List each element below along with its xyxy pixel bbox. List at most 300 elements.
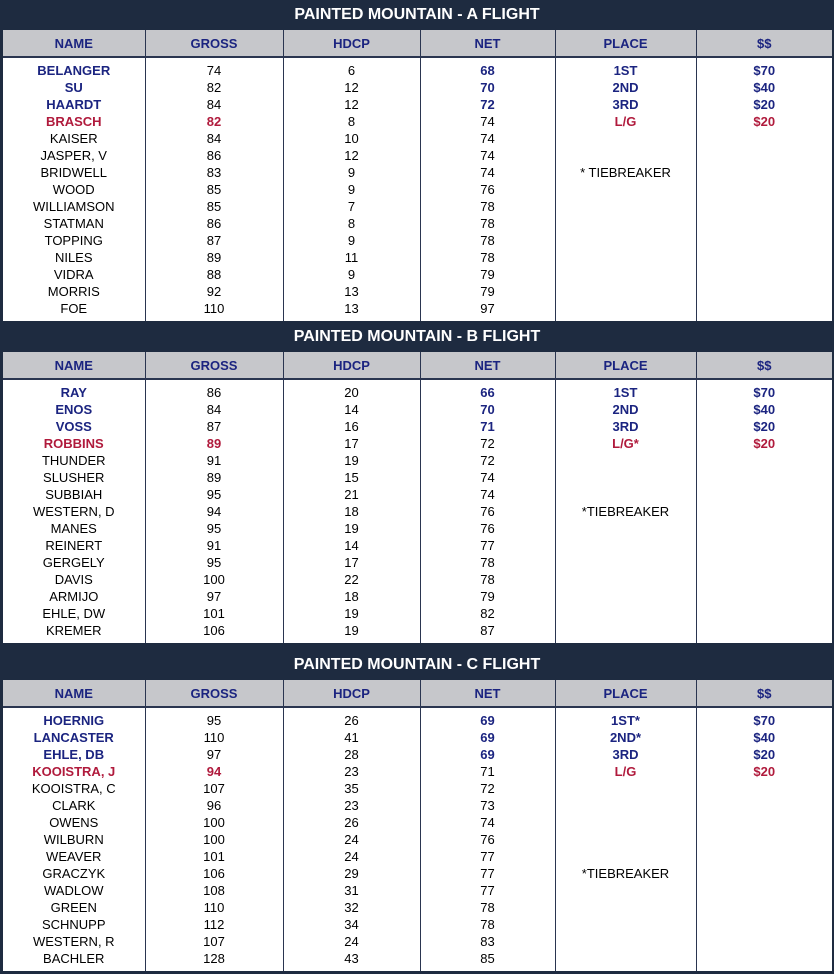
- gross-cell: 91: [145, 537, 283, 554]
- net-cell: 82: [420, 605, 555, 622]
- money-cell: $20: [753, 764, 776, 779]
- table-row: [3, 164, 832, 181]
- hdcp-cell: 18: [283, 588, 420, 605]
- table-row: [3, 831, 832, 848]
- money-cell: [696, 814, 832, 831]
- gross-cell: 92: [145, 283, 283, 300]
- money-cell: $40: [753, 402, 776, 417]
- hdcp-cell: 24: [283, 848, 420, 865]
- hdcp-cell: 26: [283, 814, 420, 831]
- name-cell: GERGELY: [3, 554, 145, 571]
- name-cell: RAY: [3, 384, 145, 401]
- table-row: [3, 848, 832, 865]
- net-cell: 71: [420, 763, 555, 780]
- hdcp-cell: 20: [283, 384, 420, 401]
- results-table: [3, 30, 832, 321]
- table-row: [3, 469, 832, 486]
- hdcp-cell: 16: [283, 418, 420, 435]
- place-cell: 3RD: [555, 746, 696, 763]
- money-cell: [696, 503, 832, 520]
- money-column-header: $$: [696, 352, 832, 379]
- table-row: [3, 899, 832, 916]
- net-cell: 66: [420, 384, 555, 401]
- place-cell: [555, 814, 696, 831]
- spacer-cell: [696, 317, 832, 321]
- net-cell: 78: [420, 198, 555, 215]
- flight-title: PAINTED MOUNTAIN - C FLIGHT: [0, 650, 834, 680]
- money-column-header: $$: [696, 680, 832, 707]
- name-cell: BACHLER: [3, 950, 145, 967]
- tiebreaker-note: *TIEBREAKER: [555, 503, 696, 520]
- money-cell: [696, 950, 832, 967]
- gross-cell: 83: [145, 164, 283, 181]
- gross-cell: 84: [145, 401, 283, 418]
- gross-cell: 110: [145, 729, 283, 746]
- place-cell: [555, 452, 696, 469]
- net-cell: 74: [420, 130, 555, 147]
- money-cell: [696, 300, 832, 317]
- spacer-cell: [283, 639, 420, 643]
- hdcp-cell: 12: [283, 96, 420, 113]
- table-row: [3, 62, 832, 79]
- money-cell: $40: [753, 730, 776, 745]
- table-row: [3, 950, 832, 967]
- name-cell: OWENS: [3, 814, 145, 831]
- net-cell: 69: [420, 746, 555, 763]
- hdcp-cell: 18: [283, 503, 420, 520]
- money-cell: $20: [753, 436, 776, 451]
- place-cell: [555, 232, 696, 249]
- place-cell: [555, 198, 696, 215]
- hdcp-cell: 19: [283, 452, 420, 469]
- hdcp-cell: 23: [283, 763, 420, 780]
- place-cell: [555, 181, 696, 198]
- name-cell: EHLE, DB: [3, 746, 145, 763]
- place-column-header: PLACE: [555, 680, 696, 707]
- table-row: [3, 401, 832, 418]
- gross-cell: 95: [145, 712, 283, 729]
- money-cell: [696, 164, 832, 181]
- name-cell: REINERT: [3, 537, 145, 554]
- money-cell: [696, 232, 832, 249]
- gross-cell: 110: [145, 300, 283, 317]
- place-cell: 1ST: [555, 384, 696, 401]
- place-cell: 3RD: [555, 418, 696, 435]
- gross-cell: 94: [145, 763, 283, 780]
- hdcp-cell: 12: [283, 147, 420, 164]
- place-cell: [555, 933, 696, 950]
- spacer-cell: [555, 967, 696, 971]
- gross-cell: 97: [145, 746, 283, 763]
- name-cell: BELANGER: [3, 62, 145, 79]
- table-row: [3, 622, 832, 639]
- flight-section: [0, 650, 834, 971]
- table-row: [3, 266, 832, 283]
- money-cell: [696, 554, 832, 571]
- hdcp-cell: 17: [283, 435, 420, 452]
- money-cell: $70: [753, 63, 776, 78]
- net-cell: 78: [420, 554, 555, 571]
- net-cell: 70: [420, 401, 555, 418]
- gross-cell: 89: [145, 469, 283, 486]
- place-cell: [555, 215, 696, 232]
- spacer-cell: [145, 639, 283, 643]
- name-cell: WESTERN, R: [3, 933, 145, 950]
- hdcp-cell: 9: [283, 164, 420, 181]
- name-cell: HOERNIG: [3, 712, 145, 729]
- place-cell: [555, 916, 696, 933]
- money-cell: [696, 266, 832, 283]
- table-row: [3, 520, 832, 537]
- tiebreaker-note: * TIEBREAKER: [555, 164, 696, 181]
- spacer-cell: [696, 639, 832, 643]
- name-cell: FOE: [3, 300, 145, 317]
- money-cell: [696, 933, 832, 950]
- name-cell: BRASCH: [3, 113, 145, 130]
- spacer-row: [3, 317, 832, 321]
- name-cell: WOOD: [3, 181, 145, 198]
- hdcp-cell: 14: [283, 537, 420, 554]
- place-column-header: PLACE: [555, 352, 696, 379]
- hdcp-cell: 12: [283, 79, 420, 96]
- spacer-cell: [696, 967, 832, 971]
- place-cell: [555, 797, 696, 814]
- gross-cell: 112: [145, 916, 283, 933]
- table-row: [3, 283, 832, 300]
- hdcp-cell: 43: [283, 950, 420, 967]
- name-cell: HAARDT: [3, 96, 145, 113]
- money-column-header: $$: [696, 30, 832, 57]
- net-cell: 74: [420, 147, 555, 164]
- net-cell: 71: [420, 418, 555, 435]
- net-cell: 78: [420, 916, 555, 933]
- flight-title: PAINTED MOUNTAIN - A FLIGHT: [0, 0, 834, 30]
- gross-cell: 100: [145, 831, 283, 848]
- header-row: [3, 680, 832, 707]
- place-cell: [555, 899, 696, 916]
- gross-cell: 106: [145, 865, 283, 882]
- hdcp-cell: 22: [283, 571, 420, 588]
- table-row: [3, 198, 832, 215]
- table-row: [3, 181, 832, 198]
- money-cell: [696, 571, 832, 588]
- gross-cell: 84: [145, 96, 283, 113]
- money-cell: [696, 486, 832, 503]
- spacer-row: [3, 639, 832, 643]
- money-cell: $20: [753, 419, 776, 434]
- place-cell: [555, 249, 696, 266]
- gross-cell: 86: [145, 147, 283, 164]
- spacer-cell: [3, 317, 145, 321]
- hdcp-cell: 9: [283, 266, 420, 283]
- name-cell: SU: [3, 79, 145, 96]
- spacer-cell: [420, 639, 555, 643]
- net-cell: 77: [420, 865, 555, 882]
- name-cell: WILLIAMSON: [3, 198, 145, 215]
- gross-cell: 84: [145, 130, 283, 147]
- gross-cell: 95: [145, 554, 283, 571]
- name-column-header: NAME: [3, 680, 145, 707]
- name-cell: SCHNUPP: [3, 916, 145, 933]
- gross-cell: 108: [145, 882, 283, 899]
- table-row: [3, 147, 832, 164]
- name-cell: ROBBINS: [3, 435, 145, 452]
- table-row: [3, 746, 832, 763]
- net-cell: 77: [420, 537, 555, 554]
- money-cell: [696, 130, 832, 147]
- place-cell: L/G*: [555, 435, 696, 452]
- hdcp-cell: 10: [283, 130, 420, 147]
- name-cell: LANCASTER: [3, 729, 145, 746]
- name-cell: BRIDWELL: [3, 164, 145, 181]
- hdcp-cell: 29: [283, 865, 420, 882]
- net-cell: 74: [420, 164, 555, 181]
- table-row: [3, 865, 832, 882]
- place-cell: 1ST: [555, 62, 696, 79]
- table-row: [3, 554, 832, 571]
- money-cell: $40: [753, 80, 776, 95]
- net-cell: 78: [420, 571, 555, 588]
- header-row: [3, 30, 832, 57]
- net-column-header: NET: [420, 30, 555, 57]
- gross-cell: 94: [145, 503, 283, 520]
- name-cell: VOSS: [3, 418, 145, 435]
- name-cell: VIDRA: [3, 266, 145, 283]
- gross-cell: 95: [145, 486, 283, 503]
- place-cell: [555, 882, 696, 899]
- table-row: [3, 300, 832, 317]
- net-cell: 79: [420, 588, 555, 605]
- place-column-header: PLACE: [555, 30, 696, 57]
- name-column-header: NAME: [3, 352, 145, 379]
- hdcp-cell: 17: [283, 554, 420, 571]
- place-cell: [555, 520, 696, 537]
- gross-column-header: GROSS: [145, 352, 283, 379]
- net-cell: 73: [420, 797, 555, 814]
- gross-cell: 89: [145, 249, 283, 266]
- table-row: [3, 418, 832, 435]
- net-cell: 83: [420, 933, 555, 950]
- hdcp-cell: 9: [283, 232, 420, 249]
- gross-cell: 106: [145, 622, 283, 639]
- spacer-cell: [555, 639, 696, 643]
- net-cell: 72: [420, 452, 555, 469]
- money-cell: [696, 831, 832, 848]
- hdcp-cell: 9: [283, 181, 420, 198]
- hdcp-cell: 6: [283, 62, 420, 79]
- gross-cell: 96: [145, 797, 283, 814]
- gross-cell: 107: [145, 780, 283, 797]
- table-row: [3, 384, 832, 401]
- hdcp-cell: 24: [283, 831, 420, 848]
- gross-cell: 86: [145, 215, 283, 232]
- place-cell: [555, 147, 696, 164]
- money-cell: [696, 780, 832, 797]
- name-cell: NILES: [3, 249, 145, 266]
- gross-cell: 87: [145, 418, 283, 435]
- gross-cell: 107: [145, 933, 283, 950]
- money-cell: [696, 215, 832, 232]
- gross-cell: 110: [145, 899, 283, 916]
- table-row: [3, 452, 832, 469]
- gross-cell: 85: [145, 198, 283, 215]
- gross-cell: 86: [145, 384, 283, 401]
- net-cell: 78: [420, 232, 555, 249]
- name-cell: WADLOW: [3, 882, 145, 899]
- name-cell: KREMER: [3, 622, 145, 639]
- name-cell: KOOISTRA, C: [3, 780, 145, 797]
- tiebreaker-note: *TIEBREAKER: [555, 865, 696, 882]
- name-column-header: NAME: [3, 30, 145, 57]
- place-cell: [555, 622, 696, 639]
- money-cell: $70: [753, 385, 776, 400]
- name-cell: SLUSHER: [3, 469, 145, 486]
- net-cell: 69: [420, 712, 555, 729]
- money-cell: [696, 916, 832, 933]
- name-cell: GRACZYK: [3, 865, 145, 882]
- hdcp-cell: 23: [283, 797, 420, 814]
- hdcp-cell: 19: [283, 622, 420, 639]
- net-cell: 76: [420, 503, 555, 520]
- hdcp-cell: 15: [283, 469, 420, 486]
- gross-cell: 91: [145, 452, 283, 469]
- name-cell: KAISER: [3, 130, 145, 147]
- hdcp-cell: 32: [283, 899, 420, 916]
- name-cell: JASPER, V: [3, 147, 145, 164]
- name-cell: WEAVER: [3, 848, 145, 865]
- money-cell: [696, 198, 832, 215]
- place-cell: L/G: [555, 763, 696, 780]
- table-row: [3, 729, 832, 746]
- hdcp-cell: 34: [283, 916, 420, 933]
- gross-cell: 85: [145, 181, 283, 198]
- place-cell: [555, 831, 696, 848]
- gross-cell: 89: [145, 435, 283, 452]
- table-row: [3, 882, 832, 899]
- spacer-cell: [3, 639, 145, 643]
- spacer-cell: [420, 967, 555, 971]
- place-cell: [555, 469, 696, 486]
- money-cell: [696, 605, 832, 622]
- net-cell: 77: [420, 848, 555, 865]
- table-row: [3, 232, 832, 249]
- net-cell: 87: [420, 622, 555, 639]
- name-cell: GREEN: [3, 899, 145, 916]
- hdcp-cell: 21: [283, 486, 420, 503]
- table-row: [3, 96, 832, 113]
- money-cell: [696, 452, 832, 469]
- hdcp-cell: 41: [283, 729, 420, 746]
- spacer-cell: [3, 967, 145, 971]
- net-cell: 74: [420, 814, 555, 831]
- flight-title: PAINTED MOUNTAIN - B FLIGHT: [0, 322, 834, 352]
- hdcp-cell: 13: [283, 283, 420, 300]
- table-row: [3, 712, 832, 729]
- money-cell: [696, 797, 832, 814]
- gross-cell: 88: [145, 266, 283, 283]
- table-row: [3, 486, 832, 503]
- place-cell: [555, 300, 696, 317]
- net-cell: 72: [420, 96, 555, 113]
- place-cell: L/G: [555, 113, 696, 130]
- hdcp-cell: 8: [283, 215, 420, 232]
- hdcp-cell: 28: [283, 746, 420, 763]
- table-row: [3, 933, 832, 950]
- place-cell: [555, 950, 696, 967]
- spacer-cell: [555, 317, 696, 321]
- net-column-header: NET: [420, 352, 555, 379]
- money-cell: [696, 181, 832, 198]
- money-cell: [696, 882, 832, 899]
- net-column-header: NET: [420, 680, 555, 707]
- net-cell: 79: [420, 283, 555, 300]
- table-row: [3, 571, 832, 588]
- money-cell: [696, 588, 832, 605]
- money-cell: [696, 537, 832, 554]
- hdcp-cell: 8: [283, 113, 420, 130]
- place-cell: [555, 605, 696, 622]
- net-cell: 76: [420, 831, 555, 848]
- table-row: [3, 814, 832, 831]
- money-cell: [696, 249, 832, 266]
- net-cell: 79: [420, 266, 555, 283]
- spacer-cell: [145, 967, 283, 971]
- table-row: [3, 215, 832, 232]
- table-row: [3, 79, 832, 96]
- gross-cell: 100: [145, 814, 283, 831]
- money-cell: [696, 147, 832, 164]
- place-cell: [555, 486, 696, 503]
- net-cell: 68: [420, 62, 555, 79]
- table-row: [3, 588, 832, 605]
- net-cell: 74: [420, 113, 555, 130]
- gross-cell: 128: [145, 950, 283, 967]
- name-cell: DAVIS: [3, 571, 145, 588]
- net-cell: 78: [420, 249, 555, 266]
- table-row: [3, 249, 832, 266]
- place-cell: [555, 130, 696, 147]
- place-cell: [555, 780, 696, 797]
- gross-column-header: GROSS: [145, 680, 283, 707]
- place-cell: [555, 537, 696, 554]
- gross-cell: 101: [145, 848, 283, 865]
- place-cell: 2ND: [555, 401, 696, 418]
- gross-cell: 95: [145, 520, 283, 537]
- gross-cell: 82: [145, 79, 283, 96]
- flight-section: [0, 0, 834, 321]
- name-cell: ENOS: [3, 401, 145, 418]
- name-cell: THUNDER: [3, 452, 145, 469]
- spacer-row: [3, 967, 832, 971]
- gross-cell: 97: [145, 588, 283, 605]
- hdcp-column-header: HDCP: [283, 352, 420, 379]
- net-cell: 97: [420, 300, 555, 317]
- gross-cell: 82: [145, 113, 283, 130]
- place-cell: [555, 554, 696, 571]
- spacer-cell: [420, 317, 555, 321]
- name-cell: MORRIS: [3, 283, 145, 300]
- hdcp-cell: 11: [283, 249, 420, 266]
- place-cell: [555, 588, 696, 605]
- net-cell: 70: [420, 79, 555, 96]
- money-cell: $20: [753, 747, 776, 762]
- net-cell: 76: [420, 520, 555, 537]
- table-row: [3, 916, 832, 933]
- hdcp-cell: 31: [283, 882, 420, 899]
- gross-cell: 100: [145, 571, 283, 588]
- net-cell: 77: [420, 882, 555, 899]
- money-cell: [696, 899, 832, 916]
